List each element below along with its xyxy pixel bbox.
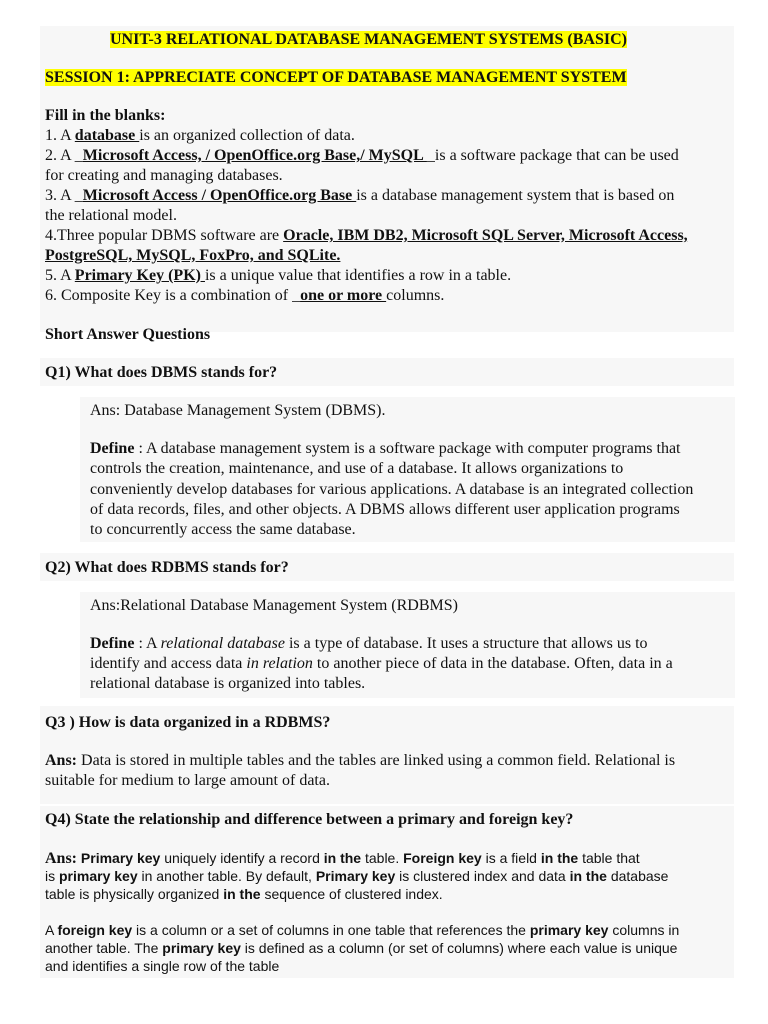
q3-answer-line: Ans: Data is stored in multiple tables and the tables are linked using a common field. Relational is xyxy=(45,752,676,769)
q2-question: Q2) What does RDBMS stands for? xyxy=(45,559,289,576)
q1-question: Q1) What does DBMS stands for? xyxy=(45,364,278,381)
q4-answer-line: and identifies a single row of the table xyxy=(45,958,280,974)
blank-item-4-cont: PostgreSQL, MySQL, FoxPro, and SQLite. xyxy=(45,247,341,264)
q1-define-line: Define : A database management system is a software package with computer programs that xyxy=(90,440,681,457)
fill-blanks-heading: Fill in the blanks: xyxy=(45,107,166,124)
q4-answer-line: Ans: Primary key uniquely identify a record in the table. Foreign key is a field in the table that xyxy=(45,850,640,867)
blank-item-4: 4.Three popular DBMS software are Oracle, IBM DB2, Microsoft SQL Server, Microsoft Access, xyxy=(45,227,688,244)
q2-define-line: identify and access data in relation to another piece of data in the database. Often, data in a xyxy=(90,655,673,672)
blank-item-1: 1. A database is an organized collection of data. xyxy=(45,127,355,144)
session-title: SESSION 1: APPRECIATE CONCEPT OF DATABASE MANAGEMENT SYSTEM xyxy=(45,69,627,86)
q4-answer-line: table is physically organized in the sequence of clustered index. xyxy=(45,886,443,902)
q4-answer-line: is primary key in another table. By default, Primary key is clustered index and data in the database xyxy=(45,868,669,884)
q2-define-line: relational database is organized into tables. xyxy=(90,675,366,692)
q4-question: Q4) State the relationship and difference between a primary and foreign key? xyxy=(45,811,574,828)
q2-answer: Ans:Relational Database Management System (RDBMS) xyxy=(90,597,458,614)
q4-answer-line: A foreign key is a column or a set of columns in one table that references the primary key columns in xyxy=(45,922,680,938)
q3-question: Q3 ) How is data organized in a RDBMS? xyxy=(45,714,331,731)
q3-answer-line: suitable for medium to large amount of data. xyxy=(45,772,330,789)
blank-item-3-cont: the relational model. xyxy=(45,207,177,224)
short-answer-heading: Short Answer Questions xyxy=(45,326,211,343)
q1-define-line: of data records, files, and other objects. A DBMS allows different user application programs xyxy=(90,501,680,518)
q4-answer-line: another table. The primary key is defined as a column (or set of columns) where each value is unique xyxy=(45,940,678,956)
blank-item-3: 3. A _Microsoft Access / OpenOffice.org Base is a database management system that is based on xyxy=(45,187,675,204)
blank-item-6: 6. Composite Key is a combination of _one or more columns. xyxy=(45,287,445,304)
blank-item-2: 2. A _Microsoft Access, / OpenOffice.org Base,/ MySQL _is a software package that can be used xyxy=(45,147,679,164)
unit-title: UNIT-3 RELATIONAL DATABASE MANAGEMENT SYSTEMS (BASIC) xyxy=(110,31,627,48)
q1-define-line: controls the creation, maintenance, and use of a database. It allows organizations to xyxy=(90,460,624,477)
q2-define-line: Define : A relational database is a type of database. It uses a structure that allows us to xyxy=(90,635,648,652)
blank-item-2-cont: for creating and managing databases. xyxy=(45,167,283,184)
q1-define-line: to concurrently access the same database. xyxy=(90,521,356,538)
q1-define-line: conveniently develop databases for various applications. A database is an integrated collection xyxy=(90,481,694,498)
q1-answer: Ans: Database Management System (DBMS). xyxy=(90,402,386,419)
blank-item-5: 5. A Primary Key (PK) is a unique value that identifies a row in a table. xyxy=(45,267,512,284)
